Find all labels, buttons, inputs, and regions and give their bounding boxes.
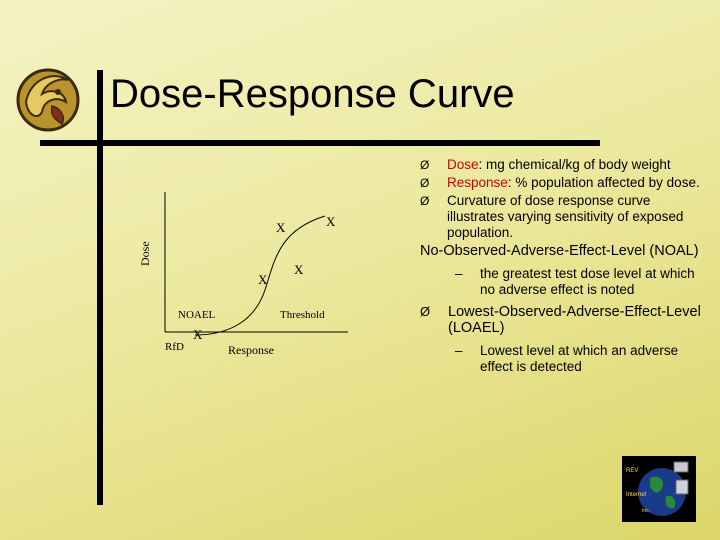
data-marker: X xyxy=(193,327,203,342)
noael-label: NOAEL xyxy=(178,309,216,321)
bullet-curvature xyxy=(420,193,710,241)
bullet-list xyxy=(420,157,710,381)
slide-title: Dose-Response Curve xyxy=(110,72,515,116)
bullet-dose: Ø Dose: mg chemical/kg of body weight xyxy=(420,157,671,172)
globe-text-line: Internet xyxy=(626,492,647,498)
vertical-divider xyxy=(97,70,103,505)
bullet-label: Response xyxy=(447,175,508,190)
globe-text-line: REV xyxy=(626,468,639,474)
data-marker: X xyxy=(258,272,268,287)
data-marker: X xyxy=(276,220,286,235)
globe-text-line: Inc. xyxy=(642,508,651,514)
dose-response-diagram xyxy=(130,180,360,370)
horizontal-divider xyxy=(40,140,600,146)
bullet-text: % population affected by dose. xyxy=(515,175,700,190)
bullet-arrow-icon: Ø xyxy=(420,194,430,208)
bullet-arrow-icon: Ø xyxy=(420,176,430,190)
bullet-arrow-icon: Ø xyxy=(420,303,431,319)
y-axis-label: Dose xyxy=(138,241,152,266)
bullet-text: Curvature of dose response curve illustrates varying sensitivity of exposed population. xyxy=(447,193,684,240)
threshold-label: Threshold xyxy=(280,309,325,321)
rfd-label: RfD xyxy=(165,341,184,353)
university-logo-icon xyxy=(12,62,84,134)
loael-heading: Ø Lowest-Observed-Adverse-Effect-Level (LOAEL) xyxy=(420,303,701,336)
dash-bullet: – xyxy=(455,342,463,358)
noael-definition: – the greatest test dose level at which no adverse effect is noted xyxy=(455,265,695,297)
bullet-text: mg chemical/kg of body weight xyxy=(486,157,671,172)
dash-bullet: – xyxy=(455,265,463,281)
x-axis-label: Response xyxy=(228,343,274,357)
bullet-arrow-icon: Ø xyxy=(420,158,430,172)
data-marker: X xyxy=(326,214,336,229)
noael-heading: No-Observed-Adverse-Effect-Level (NOAL) xyxy=(420,243,699,259)
globe-clipart-icon xyxy=(622,456,696,522)
bullet-label: Dose xyxy=(447,157,479,172)
data-marker: X xyxy=(294,262,304,277)
bullet-response: Ø Response: % population affected by dose. xyxy=(420,175,700,190)
loael-definition: – Lowest level at which an adverse effect is detected xyxy=(455,342,679,374)
